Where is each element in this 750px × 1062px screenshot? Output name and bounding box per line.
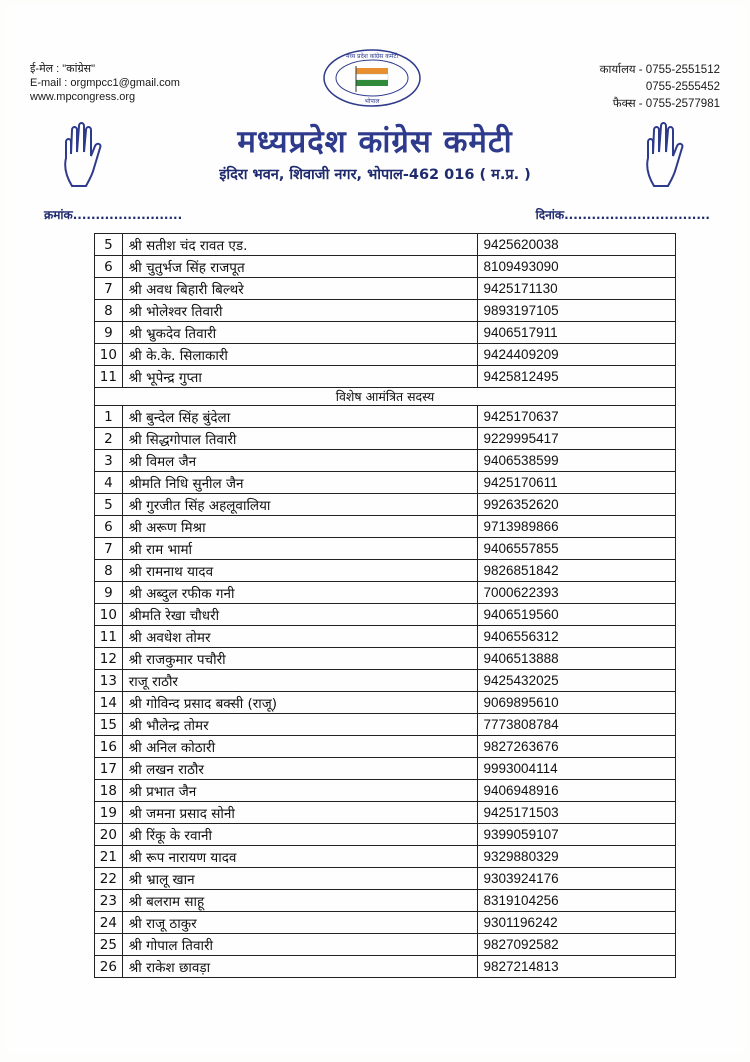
member-phone: 9406557855 <box>477 538 675 560</box>
serial-number: 13 <box>95 670 123 692</box>
member-name: श्री रूप नारायण यादव <box>122 846 477 868</box>
serial-number: 8 <box>95 560 123 582</box>
member-phone: 9425170637 <box>477 406 675 428</box>
member-phone: 9425432025 <box>477 670 675 692</box>
table-row <box>95 582 676 604</box>
member-name: श्री अरूण मिश्रा <box>122 516 477 538</box>
table-row <box>95 912 676 934</box>
serial-number: 11 <box>95 366 123 388</box>
member-name: श्री राम भार्मा <box>122 538 477 560</box>
member-name: श्री लखन राठौर <box>122 758 477 780</box>
email-address: E-mail : orgmpcc1@gmail.com <box>30 77 180 89</box>
seal-text-bottom: भोपाल <box>364 98 380 105</box>
serial-number: 18 <box>95 780 123 802</box>
serial-number: 5 <box>95 234 123 256</box>
member-phone: 9827092582 <box>477 934 675 956</box>
member-name: राजू राठौर <box>122 670 477 692</box>
section-heading-row <box>95 388 676 406</box>
member-name: श्री के.के. सिलाकारी <box>122 344 477 366</box>
table-row <box>95 256 676 278</box>
table-row <box>95 692 676 714</box>
serial-number: 7 <box>95 278 123 300</box>
date-label: दिनांक................................ <box>535 208 710 222</box>
reference-number-label: क्रमांक........................ <box>44 208 183 222</box>
serial-number: 9 <box>95 322 123 344</box>
table-row <box>95 406 676 428</box>
table-row <box>95 956 676 978</box>
table-row <box>95 428 676 450</box>
serial-number: 2 <box>95 428 123 450</box>
serial-number: 3 <box>95 450 123 472</box>
member-phone: 9993004114 <box>477 758 675 780</box>
table-row <box>95 670 676 692</box>
member-phone: 9425620038 <box>477 234 675 256</box>
member-phone: 9713989866 <box>477 516 675 538</box>
table-row <box>95 366 676 388</box>
member-phone: 7773808784 <box>477 714 675 736</box>
website: www.mpcongress.org <box>30 91 136 103</box>
table-row <box>95 868 676 890</box>
member-phone: 7000622393 <box>477 582 675 604</box>
serial-number: 8 <box>95 300 123 322</box>
member-name: श्री रामनाथ यादव <box>122 560 477 582</box>
member-phone: 8109493090 <box>477 256 675 278</box>
table-row <box>95 344 676 366</box>
member-phone: 9827263676 <box>477 736 675 758</box>
serial-number: 19 <box>95 802 123 824</box>
table-row <box>95 516 676 538</box>
table-row <box>95 300 676 322</box>
member-phone: 9303924176 <box>477 868 675 890</box>
serial-number: 4 <box>95 472 123 494</box>
member-name: श्री सतीश चंद रावत एड. <box>122 234 477 256</box>
member-phone: 9301196242 <box>477 912 675 934</box>
congress-seal-icon <box>322 48 422 108</box>
table-row <box>95 322 676 344</box>
member-name: श्री भौलेन्द्र तोमर <box>122 714 477 736</box>
member-phone: 9229995417 <box>477 428 675 450</box>
organization-title: मध्यप्रदेश कांग्रेस कमेटी <box>237 124 513 160</box>
member-phone: 9069895610 <box>477 692 675 714</box>
table-row <box>95 648 676 670</box>
member-phone: 9329880329 <box>477 846 675 868</box>
member-phone: 9425170611 <box>477 472 675 494</box>
serial-number: 10 <box>95 604 123 626</box>
member-phone: 9406517911 <box>477 322 675 344</box>
serial-number: 14 <box>95 692 123 714</box>
serial-number: 17 <box>95 758 123 780</box>
office-phone: कार्यालय - 0755-2551512 <box>599 64 720 76</box>
serial-number: 20 <box>95 824 123 846</box>
organization-address: इंदिरा भवन, शिवाजी नगर, भोपाल-462 016 ( म.प्र. ) <box>219 167 531 183</box>
member-name: श्री राजकुमार पचौरी <box>122 648 477 670</box>
serial-number: 9 <box>95 582 123 604</box>
serial-number: 15 <box>95 714 123 736</box>
member-name: श्री अब्दुल रफीक गनी <box>122 582 477 604</box>
members-table <box>94 233 676 978</box>
member-phone: 9826851842 <box>477 560 675 582</box>
table-row <box>95 736 676 758</box>
serial-number: 7 <box>95 538 123 560</box>
serial-number: 21 <box>95 846 123 868</box>
member-name: श्री गोपाल तिवारी <box>122 934 477 956</box>
member-name: श्री गुरजीत सिंह अहलूवालिया <box>122 494 477 516</box>
member-phone: 8319104256 <box>477 890 675 912</box>
serial-number: 6 <box>95 256 123 278</box>
serial-number: 23 <box>95 890 123 912</box>
member-name: श्री भोलेश्वर तिवारी <box>122 300 477 322</box>
table-row <box>95 450 676 472</box>
table-row <box>95 278 676 300</box>
table-row <box>95 890 676 912</box>
member-name: श्री प्रभात जैन <box>122 780 477 802</box>
seal-text-top: मध्य प्रदेश कांग्रेस कमेटी <box>345 53 399 60</box>
serial-number: 6 <box>95 516 123 538</box>
office-phone-2: 0755-2555452 <box>645 81 720 93</box>
serial-number: 10 <box>95 344 123 366</box>
member-name: श्री गोविन्द प्रसाद बक्सी (राजू) <box>122 692 477 714</box>
member-name: श्री बुन्देल सिंह बुंदेला <box>122 406 477 428</box>
member-phone: 9406538599 <box>477 450 675 472</box>
member-name: श्री विमल जैन <box>122 450 477 472</box>
serial-number: 24 <box>95 912 123 934</box>
serial-number: 11 <box>95 626 123 648</box>
serial-number: 22 <box>95 868 123 890</box>
section-heading: विशेष आमंत्रित सदस्य <box>95 388 676 406</box>
reference-row <box>44 206 710 223</box>
table-row <box>95 780 676 802</box>
member-name: श्री भूपेन्द्र गुप्ता <box>122 366 477 388</box>
table-row <box>95 604 676 626</box>
contact-email-block <box>30 62 180 104</box>
member-name: श्री सिद्धगोपाल तिवारी <box>122 428 477 450</box>
serial-number: 26 <box>95 956 123 978</box>
contact-phone-block <box>600 62 720 113</box>
table-row <box>95 560 676 582</box>
member-phone: 9827214813 <box>477 956 675 978</box>
table-row <box>95 494 676 516</box>
fax-number: फैक्स - 0755-2577981 <box>612 98 720 110</box>
member-phone: 9399059107 <box>477 824 675 846</box>
table-row <box>95 758 676 780</box>
member-name: श्री अनिल कोठारी <box>122 736 477 758</box>
member-phone: 9406519560 <box>477 604 675 626</box>
serial-number: 16 <box>95 736 123 758</box>
member-phone: 9425812495 <box>477 366 675 388</box>
table-row <box>95 846 676 868</box>
serial-number: 12 <box>95 648 123 670</box>
table-row <box>95 714 676 736</box>
member-name: श्री रिंकू के रवानी <box>122 824 477 846</box>
member-phone: 9406513888 <box>477 648 675 670</box>
member-phone: 9424409209 <box>477 344 675 366</box>
table-row <box>95 626 676 648</box>
member-phone: 9425171503 <box>477 802 675 824</box>
table-row <box>95 802 676 824</box>
member-name: श्री अवधेश तोमर <box>122 626 477 648</box>
member-phone: 9406556312 <box>477 626 675 648</box>
member-phone: 9926352620 <box>477 494 675 516</box>
member-phone: 9893197105 <box>477 300 675 322</box>
email-hindi: ई-मेल : "कांग्रेस" <box>30 63 96 75</box>
member-name: श्री अवध बिहारी बिल्थरे <box>122 278 477 300</box>
member-name: श्री राजू ठाकुर <box>122 912 477 934</box>
member-name: श्री भ्रालू खान <box>122 868 477 890</box>
member-name: श्रीमति निधि सुनील जैन <box>122 472 477 494</box>
member-name: श्री चुतुर्भज सिंह राजपूत <box>122 256 477 278</box>
member-name: श्रीमति रेखा चौधरी <box>122 604 477 626</box>
serial-number: 5 <box>95 494 123 516</box>
serial-number: 1 <box>95 406 123 428</box>
member-name: श्री राकेश छावड़ा <box>122 956 477 978</box>
table-row <box>95 538 676 560</box>
serial-number: 25 <box>95 934 123 956</box>
table-row <box>95 934 676 956</box>
table-row <box>95 824 676 846</box>
table-row <box>95 472 676 494</box>
member-phone: 9425171130 <box>477 278 675 300</box>
member-name: श्री जमना प्रसाद सोनी <box>122 802 477 824</box>
member-name: श्री भ्रुकदेव तिवारी <box>122 322 477 344</box>
member-phone: 9406948916 <box>477 780 675 802</box>
table-row <box>95 234 676 256</box>
member-name: श्री बलराम साहू <box>122 890 477 912</box>
